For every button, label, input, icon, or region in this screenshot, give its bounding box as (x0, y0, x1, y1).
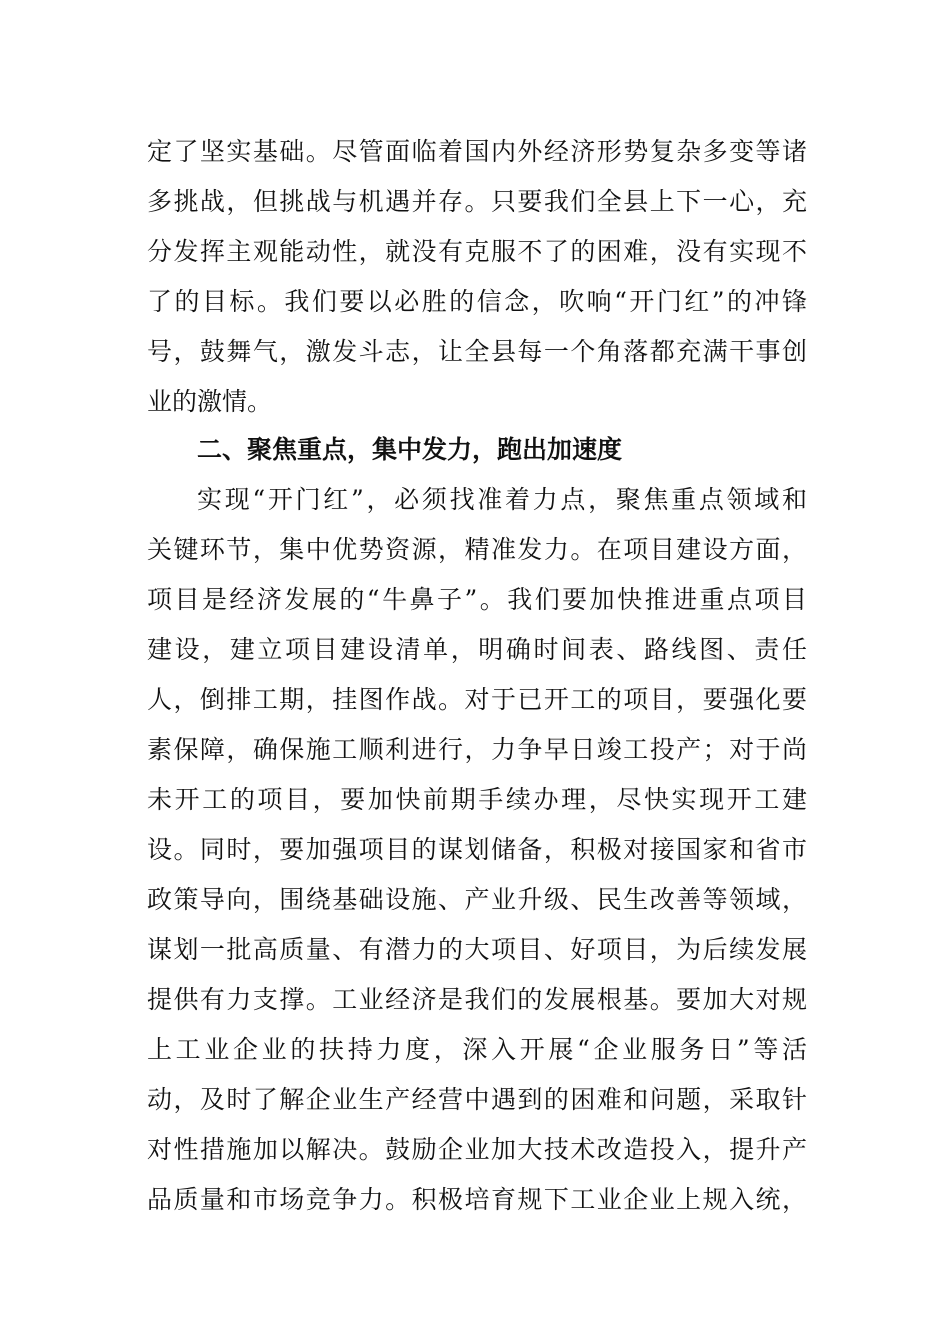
paragraph-line: 建设，建立项目建设清单，明确时间表、路线图、责任 (147, 635, 807, 664)
paragraph-line: 号，鼓舞气，激发斗志，让全县每一个角落都充满干事创 (147, 337, 807, 366)
paragraph-line: 了的目标。我们要以必胜的信念，吹响“开门红”的冲锋 (147, 287, 807, 316)
paragraph-line: 多挑战，但挑战与机遇并存。只要我们全县上下一心，充 (147, 187, 807, 216)
paragraph-line: 谋划一批高质量、有潜力的大项目、好项目，为后续发展 (147, 935, 807, 964)
paragraph-line: 人，倒排工期，挂图作战。对于已开工的项目，要强化要 (147, 685, 807, 714)
paragraph-line: 对性措施加以解决。鼓励企业加大技术改造投入，提升产 (147, 1135, 807, 1164)
paragraph-line: 提供有力支撑。工业经济是我们的发展根基。要加大对规 (147, 985, 807, 1014)
paragraph-line: 素保障，确保施工顺利进行，力争早日竣工投产；对于尚 (147, 735, 807, 764)
paragraph-line: 未开工的项目，要加快前期手续办理，尽快实现开工建 (147, 785, 807, 814)
paragraph-line: 业的激情。 (147, 387, 273, 416)
section-heading: 二、聚焦重点，集中发力，跑出加速度 (197, 435, 623, 464)
paragraph-line: 政策导向，围绕基础设施、产业升级、民生改善等领域， (147, 885, 807, 914)
paragraph-line: 关键环节，集中优势资源，精准发力。在项目建设方面， (147, 535, 807, 564)
paragraph-line: 品质量和市场竞争力。积极培育规下工业企业上规入统， (147, 1185, 807, 1214)
paragraph-line: 设。同时，要加强项目的谋划储备，积极对接国家和省市 (147, 835, 807, 864)
paragraph-line: 上工业企业的扶持力度，深入开展“企业服务日”等活 (147, 1035, 807, 1064)
paragraph-line: 实现“开门红”，必须找准着力点，聚焦重点领域和 (197, 485, 807, 514)
paragraph-line: 定了坚实基础。尽管面临着国内外经济形势复杂多变等诸 (147, 137, 807, 166)
paragraph-line: 动，及时了解企业生产经营中遇到的困难和问题，采取针 (147, 1085, 807, 1114)
paragraph-line: 分发挥主观能动性，就没有克服不了的困难，没有实现不 (147, 237, 807, 266)
paragraph-line: 项目是经济发展的“牛鼻子”。我们要加快推进重点项目 (147, 585, 807, 614)
